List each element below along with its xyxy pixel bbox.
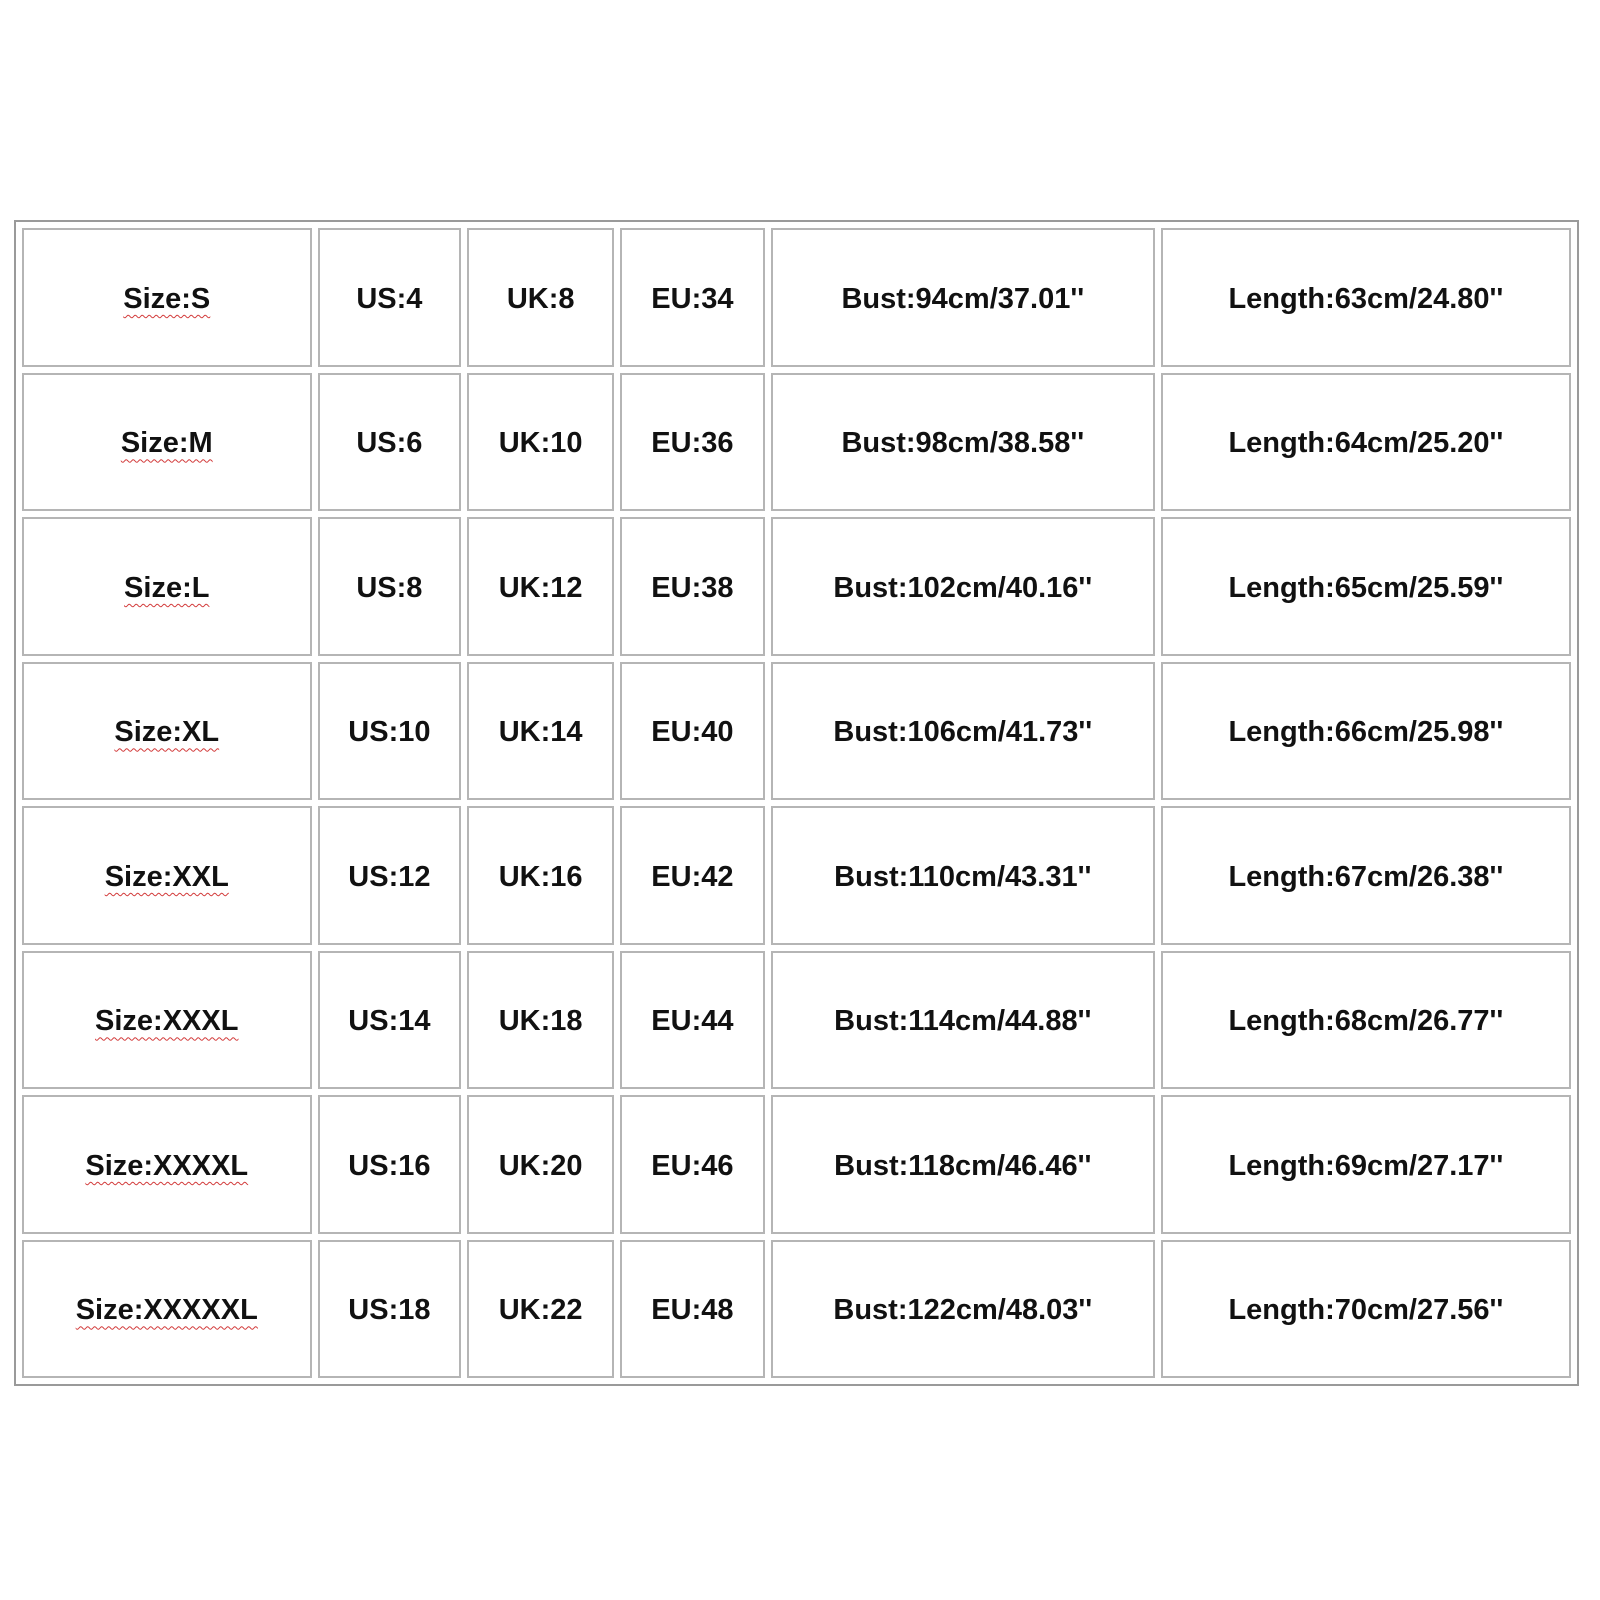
us-size-cell: US:14	[318, 951, 462, 1090]
table-row	[22, 806, 1571, 945]
length-cell: Length:66cm/25.98''	[1161, 662, 1571, 801]
us-size-cell: US:16	[318, 1095, 462, 1234]
eu-size-cell: EU:44	[620, 951, 765, 1090]
length-cell: Length:70cm/27.56''	[1161, 1240, 1571, 1379]
table-row	[22, 662, 1571, 801]
uk-size-cell: UK:16	[467, 806, 614, 945]
bust-cell: Bust:98cm/38.58''	[771, 373, 1155, 512]
size-cell: Size:XXXL	[22, 951, 312, 1090]
eu-size-cell: EU:34	[620, 228, 765, 367]
length-cell: Length:64cm/25.20''	[1161, 373, 1571, 512]
size-cell: Size:XXXXXL	[22, 1240, 312, 1379]
size-cell: Size:L	[22, 517, 312, 656]
uk-size-cell: UK:22	[467, 1240, 614, 1379]
bust-cell: Bust:94cm/37.01''	[771, 228, 1155, 367]
uk-size-cell: UK:10	[467, 373, 614, 512]
bust-cell: Bust:114cm/44.88''	[771, 951, 1155, 1090]
table-row	[22, 1240, 1571, 1379]
eu-size-cell: EU:42	[620, 806, 765, 945]
table-row	[22, 228, 1571, 367]
size-chart-body	[22, 228, 1571, 1378]
size-chart-table	[14, 220, 1579, 1386]
us-size-cell: US:18	[318, 1240, 462, 1379]
uk-size-cell: UK:8	[467, 228, 614, 367]
bust-cell: Bust:122cm/48.03''	[771, 1240, 1155, 1379]
uk-size-cell: UK:20	[467, 1095, 614, 1234]
length-cell: Length:65cm/25.59''	[1161, 517, 1571, 656]
us-size-cell: US:10	[318, 662, 462, 801]
us-size-cell: US:4	[318, 228, 462, 367]
eu-size-cell: EU:46	[620, 1095, 765, 1234]
uk-size-cell: UK:14	[467, 662, 614, 801]
length-cell: Length:63cm/24.80''	[1161, 228, 1571, 367]
us-size-cell: US:8	[318, 517, 462, 656]
eu-size-cell: EU:48	[620, 1240, 765, 1379]
eu-size-cell: EU:38	[620, 517, 765, 656]
eu-size-cell: EU:40	[620, 662, 765, 801]
us-size-cell: US:6	[318, 373, 462, 512]
size-cell: Size:S	[22, 228, 312, 367]
table-row	[22, 373, 1571, 512]
size-cell: Size:XL	[22, 662, 312, 801]
length-cell: Length:67cm/26.38''	[1161, 806, 1571, 945]
eu-size-cell: EU:36	[620, 373, 765, 512]
length-cell: Length:68cm/26.77''	[1161, 951, 1571, 1090]
table-row	[22, 1095, 1571, 1234]
uk-size-cell: UK:18	[467, 951, 614, 1090]
table-row	[22, 517, 1571, 656]
bust-cell: Bust:110cm/43.31''	[771, 806, 1155, 945]
size-cell: Size:M	[22, 373, 312, 512]
uk-size-cell: UK:12	[467, 517, 614, 656]
length-cell: Length:69cm/27.17''	[1161, 1095, 1571, 1234]
bust-cell: Bust:118cm/46.46''	[771, 1095, 1155, 1234]
size-cell: Size:XXXXL	[22, 1095, 312, 1234]
table-row	[22, 951, 1571, 1090]
bust-cell: Bust:106cm/41.73''	[771, 662, 1155, 801]
us-size-cell: US:12	[318, 806, 462, 945]
size-cell: Size:XXL	[22, 806, 312, 945]
bust-cell: Bust:102cm/40.16''	[771, 517, 1155, 656]
